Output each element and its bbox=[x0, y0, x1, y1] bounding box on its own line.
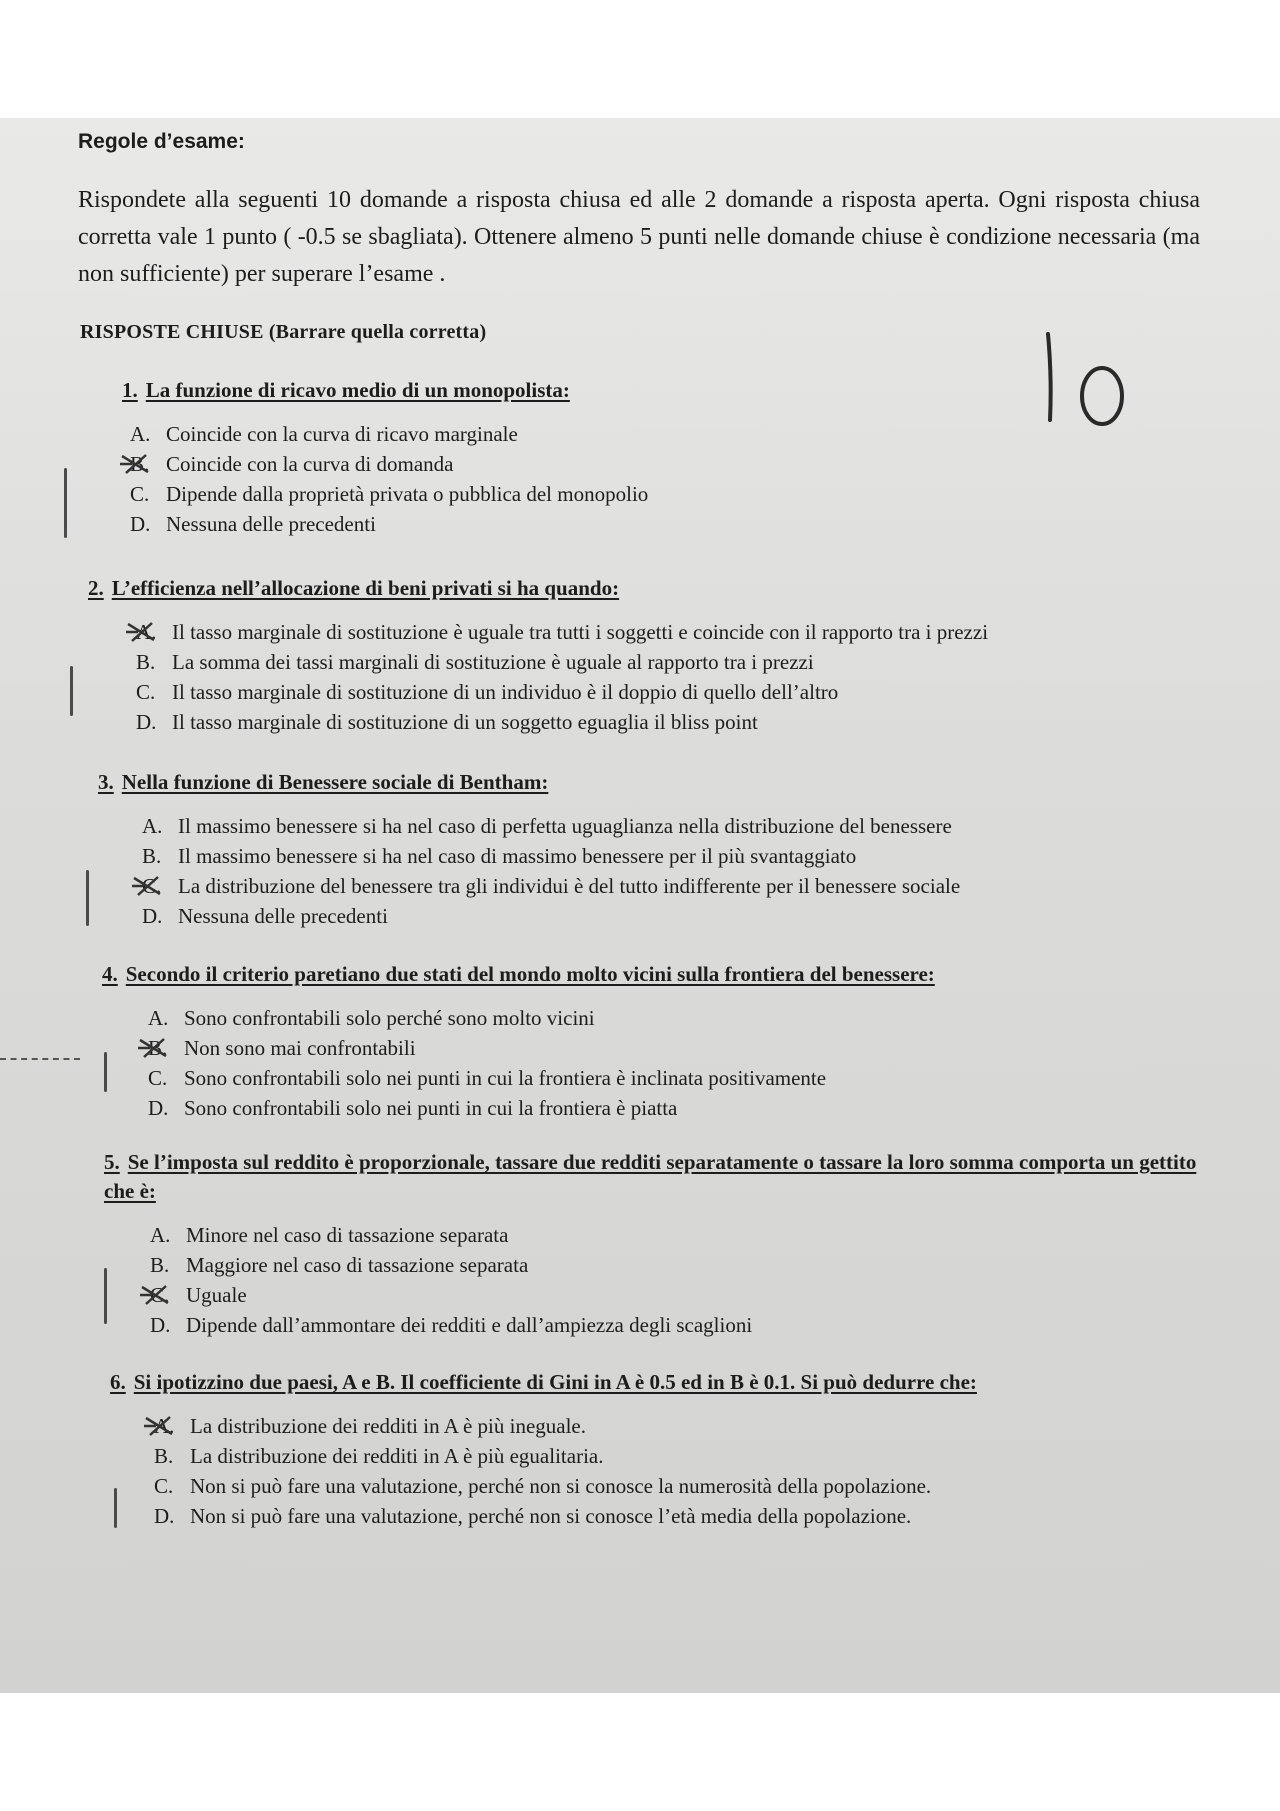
option-d[interactable]: D. Non si può fare una valutazione, perché non si conosce l’età media della popolazione. bbox=[154, 1504, 912, 1528]
question-text: Nella funzione di Benessere sociale di Bentham: bbox=[121, 770, 549, 794]
question-number: 5. bbox=[104, 1150, 120, 1174]
option-c[interactable]: C. Non si può fare una valutazione, perché non si conosce la numerosità della popolazione. bbox=[154, 1474, 932, 1498]
question-4 bbox=[102, 960, 1222, 1123]
option-b[interactable]: B. Maggiore nel caso di tassazione separata bbox=[150, 1253, 529, 1277]
margin-bracket bbox=[70, 666, 73, 716]
question-number: 2. bbox=[88, 576, 104, 600]
option-b[interactable]: B. Non sono mai confrontabili bbox=[148, 1033, 1222, 1063]
question-text: La funzione di ricavo medio di un monopolista: bbox=[145, 378, 570, 402]
option-d[interactable]: D. Dipende dall’ammontare dei redditi e dall’ampiezza degli scaglioni bbox=[150, 1313, 753, 1337]
question-title bbox=[110, 1368, 1220, 1397]
section-title: RISPOSTE CHIUSE (Barrare quella corretta) bbox=[80, 321, 487, 343]
margin-bracket bbox=[114, 1488, 117, 1528]
option-b[interactable]: B. Coincide con la curva di domanda bbox=[130, 449, 1122, 479]
question-text: L’efficienza nell’allocazione di beni privati si ha quando: bbox=[111, 576, 620, 600]
option-c[interactable]: C. Uguale bbox=[150, 1280, 1214, 1310]
question-title bbox=[88, 574, 1208, 603]
option-a[interactable]: A. Il tasso marginale di sostituzione è uguale tra tutti i soggetti e coincide con il rapporto tra i prezzi bbox=[136, 617, 1208, 647]
options-list bbox=[154, 1411, 1220, 1531]
cross-mark-icon bbox=[130, 873, 170, 899]
exam-content bbox=[0, 118, 1280, 1693]
question-title bbox=[122, 376, 1122, 405]
cross-mark-icon bbox=[124, 619, 164, 645]
question-number: 4. bbox=[102, 962, 118, 986]
options-list bbox=[148, 1003, 1222, 1123]
question-number: 6. bbox=[110, 1370, 126, 1394]
option-b[interactable]: B. La distribuzione dei redditi in A è più egualitaria. bbox=[154, 1444, 604, 1468]
option-a[interactable]: A. La distribuzione dei redditi in A è più ineguale. bbox=[154, 1411, 1220, 1441]
margin-dash-mark bbox=[0, 1058, 80, 1060]
option-d[interactable]: D. Nessuna delle precedenti bbox=[142, 904, 388, 928]
question-title bbox=[104, 1148, 1214, 1206]
option-b[interactable]: B. La somma dei tassi marginali di sostituzione è uguale al rapporto tra i prezzi bbox=[136, 650, 814, 674]
question-1 bbox=[122, 376, 1122, 539]
question-title bbox=[98, 768, 1218, 797]
options-list bbox=[130, 419, 1122, 539]
question-text: Si ipotizzino due paesi, A e B. Il coefficiente di Gini in A è 0.5 ed in B è 0.1. Si può dedurre che: bbox=[133, 1370, 977, 1394]
margin-bracket bbox=[104, 1052, 107, 1092]
option-c[interactable]: C. Sono confrontabili solo nei punti in cui la frontiera è inclinata positivamente bbox=[148, 1066, 827, 1090]
margin-bracket bbox=[64, 468, 67, 538]
options-list bbox=[150, 1220, 1214, 1340]
question-number: 1. bbox=[122, 378, 138, 402]
cross-mark-icon bbox=[136, 1035, 176, 1061]
exam-sheet bbox=[0, 118, 1280, 1693]
option-c[interactable]: C. Il tasso marginale di sostituzione di un individuo è il doppio di quello dell’altro bbox=[136, 680, 839, 704]
option-a[interactable]: A. Minore nel caso di tassazione separata bbox=[150, 1223, 509, 1247]
question-6 bbox=[110, 1368, 1220, 1531]
cross-mark-icon bbox=[118, 451, 158, 477]
margin-bracket bbox=[86, 870, 89, 926]
margin-bracket bbox=[104, 1268, 107, 1324]
question-5 bbox=[104, 1148, 1214, 1340]
option-d[interactable]: D. Il tasso marginale di sostituzione di un soggetto eguaglia il bliss point bbox=[136, 710, 758, 734]
option-a[interactable]: A. Coincide con la curva di ricavo marginale bbox=[130, 422, 518, 446]
option-b[interactable]: B. Il massimo benessere si ha nel caso di massimo benessere per il più svantaggiato bbox=[142, 844, 857, 868]
options-list bbox=[136, 617, 1208, 737]
question-3 bbox=[98, 768, 1218, 931]
option-a[interactable]: A. Il massimo benessere si ha nel caso di perfetta uguaglianza nella distribuzione del benessere bbox=[142, 814, 952, 838]
options-list bbox=[142, 811, 1218, 931]
question-text: Secondo il criterio paretiano due stati del mondo molto vicini sulla frontiera del benessere: bbox=[125, 962, 935, 986]
option-a[interactable]: A. Sono confrontabili solo perché sono molto vicini bbox=[148, 1006, 595, 1030]
option-c[interactable]: C. Dipende dalla proprietà privata o pubblica del monopolio bbox=[130, 482, 649, 506]
question-title bbox=[102, 960, 1222, 989]
rules-title: Regole d’esame: bbox=[78, 130, 245, 153]
cross-mark-icon bbox=[138, 1282, 178, 1308]
question-2 bbox=[88, 574, 1208, 737]
cross-mark-icon bbox=[142, 1413, 182, 1439]
question-text: Se l’imposta sul reddito è proporzionale, tassare due redditi separatamente o tassare la loro somma comporta un gettito che è: bbox=[104, 1150, 1197, 1203]
option-d[interactable]: D. Nessuna delle precedenti bbox=[130, 512, 376, 536]
option-c[interactable]: C. La distribuzione del benessere tra gli individui è del tutto indifferente per il benessere sociale bbox=[142, 871, 1218, 901]
question-number: 3. bbox=[98, 770, 114, 794]
intro-paragraph: Rispondete alla seguenti 10 domande a risposta chiusa ed alle 2 domande a risposta aperta. Ogni risposta chiusa corretta vale 1 punto ( -0.5 se sbagliata). Ottenere almeno 5 punti nelle domande chiuse è condizione necessaria (ma non sufficiente) per superare l’esame . bbox=[78, 187, 1200, 287]
option-d[interactable]: D. Sono confrontabili solo nei punti in cui la frontiera è piatta bbox=[148, 1096, 678, 1120]
